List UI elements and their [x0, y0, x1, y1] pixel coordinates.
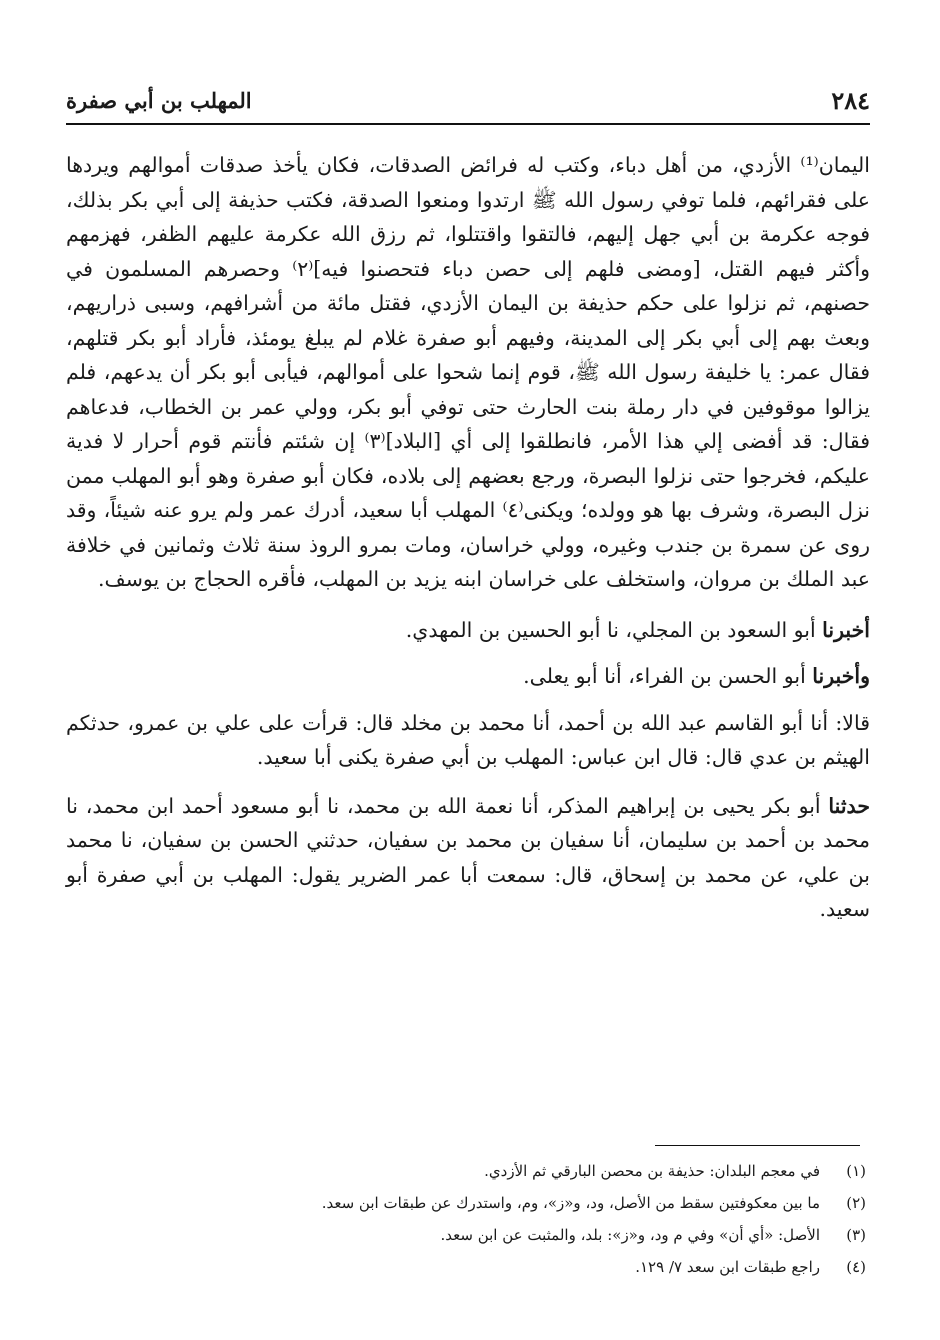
isnad-keyword: أخبرنا	[822, 617, 870, 642]
narration-paragraph: قالا: أنا أبو القاسم عبد الله بن أحمد، أنا محمد بن مخلد قال: قرأت على علي بن عمرو، حدثكم الهيثم بن عدي قال: قال ابن عباس: المهلب بن أبي صفرة يكنى أبا سعيد.	[66, 710, 870, 769]
page-header	[66, 82, 870, 118]
footnote-number: (٢)	[846, 1194, 866, 1212]
footnote-text: راجع طبقات ابن سعد ٧/ ١٢٩.	[635, 1258, 820, 1276]
isnad-text: أبو بكر يحيى بن إبراهيم المذكر، أنا نعمة الله بن محمد، نا أبو مسعود أحمد ابن محمد، نا محمد بن أحمد بن سليمان، أنا سفيان بن محمد بن سفيان، حدثني الحسن بن سفيان، نا محمد بن علي، عن محمد بن إسحاق، قال: سمعت أبا عمر الضرير يقول: المهلب بن أبي صفرة أبو سعيد.	[66, 793, 870, 921]
isnad-paragraph-1	[66, 613, 870, 648]
footnote-text: الأصل: «أي أن» وفي م ود، و«ز»: بلد، والمثبت عن ابن سعد.	[440, 1226, 820, 1244]
footnotes	[90, 1155, 866, 1283]
footnote-number: (٤)	[846, 1258, 866, 1276]
isnad-text: أبو الحسن بن الفراء، أنا أبو يعلى.	[523, 664, 813, 688]
footnote-text: ما بين معكوفتين سقط من الأصل، ود، و«ز»، وم، واستدرك عن طبقات ابن سعد.	[321, 1194, 820, 1212]
running-title: المهلب بن أبي صفرة	[66, 87, 252, 113]
isnad-paragraph-3	[66, 789, 870, 927]
footnote	[90, 1155, 866, 1187]
footnote-text: في معجم البلدان: حذيفة بن محصن البارقي ثم الأزدي.	[484, 1162, 820, 1180]
isnad-keyword: وأخبرنا	[812, 664, 870, 688]
footnote-number: (١)	[846, 1162, 866, 1180]
page-number: ٢٨٤	[831, 85, 870, 115]
isnad-paragraph-2	[66, 659, 870, 694]
isnad-text: أبو السعود بن المجلي، نا أبو الحسين بن المهدي.	[405, 617, 823, 642]
footnote-rule	[655, 1145, 860, 1146]
footnote	[90, 1187, 866, 1219]
biography-paragraph: اليمان⁽¹⁾ الأزدي، من أهل دباء، وكتب له فرائض الصدقات، فكان يأخذ صدقات أموالهم ويردها على فقرائهم، فلما توفي رسول الله ﷺ ارتدوا ومنعوا الصدقة، فكتب حذيفة إلى أبي بكر بذلك، فوجه عكرمة بن أبي جهل إليهم، فالتقوا واقتتلوا، ثم رزق الله عكرمة عليهم الظفر، فهزمهم وأكثر فيهم القتل، [ومضى فلهم إلى حصن دباء فتحصنوا فيه]⁽٢⁾ وحصرهم المسلمون في حصنهم، ثم نزلوا على حكم حذيفة بن اليمان الأزدي، فقتل مائة من أشرافهم، وسبى ذراريهم، وبعث بهم إلى أبي بكر إلى المدينة، وفيهم أبو صفرة غلام لم يبلغ يومئذ، فأراد أبو بكر قتلهم، فقال عمر: يا خليفة رسول الله ﷺ، قوم إنما شحوا على أموالهم، فيأبى أبو بكر أن يدعهم، فلم يزالوا موقوفين في دار رملة بنت الحارث حتى توفي أبو بكر، وولي عمر بن الخطاب، فدعاهم فقال: قد أفضى إلي هذا الأمر، فانطلقوا إلى أي [البلاد]⁽٣⁾ إن شئتم فأنتم قوم أحرار لا فدية عليكم، فخرجوا حتى نزلوا البصرة، ورجع بعضهم إلى بلاده، فكان أبو صفرة وهو أبو المهلب ممن نزل البصرة، وشرف بها هو وولده؛ ويكنى⁽٤⁾ المهلب أبا سعيد، أدرك عمر ولم يرو عنه شيئاً، وقد روى عن سمرة بن جندب وغيره، وولي خراسان، ومات بمرو الروذ سنة ثلاث وثمانين في خلافة عبد الملك بن مروان، واستخلف على خراسان ابنه يزيد بن المهلب، فأقره الحجاج بن يوسف.	[66, 153, 870, 591]
footnote-number: (٣)	[846, 1226, 866, 1244]
isnad-keyword: حدثنا	[828, 793, 870, 818]
main-text	[66, 148, 870, 941]
header-rule	[66, 123, 870, 125]
footnote	[90, 1219, 866, 1251]
footnote	[90, 1251, 866, 1283]
